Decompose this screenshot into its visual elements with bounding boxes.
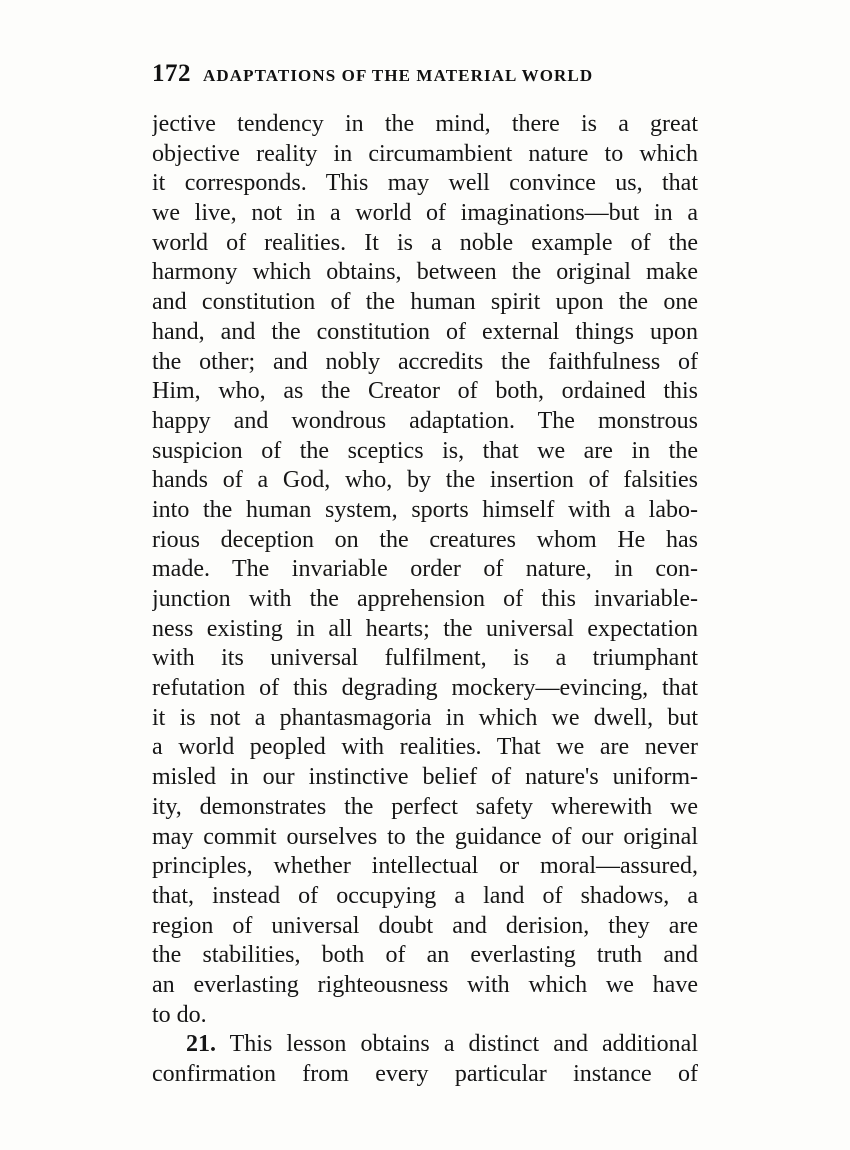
paragraph-number: 21. <box>186 1031 216 1058</box>
text-line: happy and wondrous adaptation. The monstrous <box>152 407 698 434</box>
text-line: misled in our instinctive belief of nature's uniform- <box>152 764 698 791</box>
paragraph-21-text: This lesson obtains a distinct and additional <box>229 1031 698 1058</box>
text-line: suspicion of the sceptics is, that we are in the <box>152 437 698 464</box>
text-line: may commit ourselves to the guidance of our original <box>152 823 698 850</box>
text-line: and constitution of the human spirit upon the one <box>152 289 698 316</box>
text-line: refutation of this degrading mockery—evincing, that <box>152 675 698 702</box>
text-line: harmony which obtains, between the original make <box>152 259 698 286</box>
text-line: that, instead of occupying a land of shadows, a <box>152 882 698 909</box>
text-line: ity, demonstrates the perfect safety wherewith we <box>152 793 698 820</box>
text-line: rious deception on the creatures whom He has <box>152 526 698 553</box>
text-line: hands of a God, who, by the insertion of falsities <box>152 467 698 494</box>
text-line: principles, whether intellectual or moral—assured, <box>152 853 698 880</box>
text-line: an everlasting righteousness with which we have <box>152 971 698 998</box>
body-text <box>152 110 698 1090</box>
paragraph-21-first-line <box>152 1030 698 1060</box>
text-line: world of realities. It is a noble example of the <box>152 229 698 256</box>
text-line: the other; and nobly accredits the faithfulness of <box>152 348 698 375</box>
text-line: confirmation from every particular instance of <box>152 1061 698 1087</box>
text-line: objective reality in circumambient nature to which <box>152 140 698 167</box>
page-header <box>152 60 712 94</box>
text-line: we live, not in a world of imaginations—but in a <box>152 200 698 227</box>
text-line: the stabilities, both of an everlasting truth and <box>152 942 698 969</box>
text-line: region of universal doubt and derision, they are <box>152 912 698 939</box>
text-line: junction with the apprehension of this invariable- <box>152 586 698 612</box>
running-head: ADAPTATIONS OF THE MATERIAL WORLD <box>203 66 594 85</box>
text-line: Him, who, as the Creator of both, ordained this <box>152 378 698 405</box>
text-line: to do. <box>152 1001 207 1028</box>
text-line: jective tendency in the mind, there is a great <box>152 111 698 137</box>
text-line: with its universal fulfilment, is a triumphant <box>152 645 698 672</box>
text-line: it is not a phantasmagoria in which we dwell, but <box>152 704 698 731</box>
text-line: it corresponds. This may well convince us, that <box>152 170 698 197</box>
text-line: into the human system, sports himself with a labo- <box>152 496 698 523</box>
text-line: a world peopled with realities. That we are never <box>152 734 698 761</box>
text-line: ness existing in all hearts; the universal expectation <box>152 615 698 642</box>
page-number: 172 <box>152 60 191 87</box>
text-line: made. The invariable order of nature, in con- <box>152 556 698 583</box>
text-line: hand, and the constitution of external things upon <box>152 318 698 345</box>
